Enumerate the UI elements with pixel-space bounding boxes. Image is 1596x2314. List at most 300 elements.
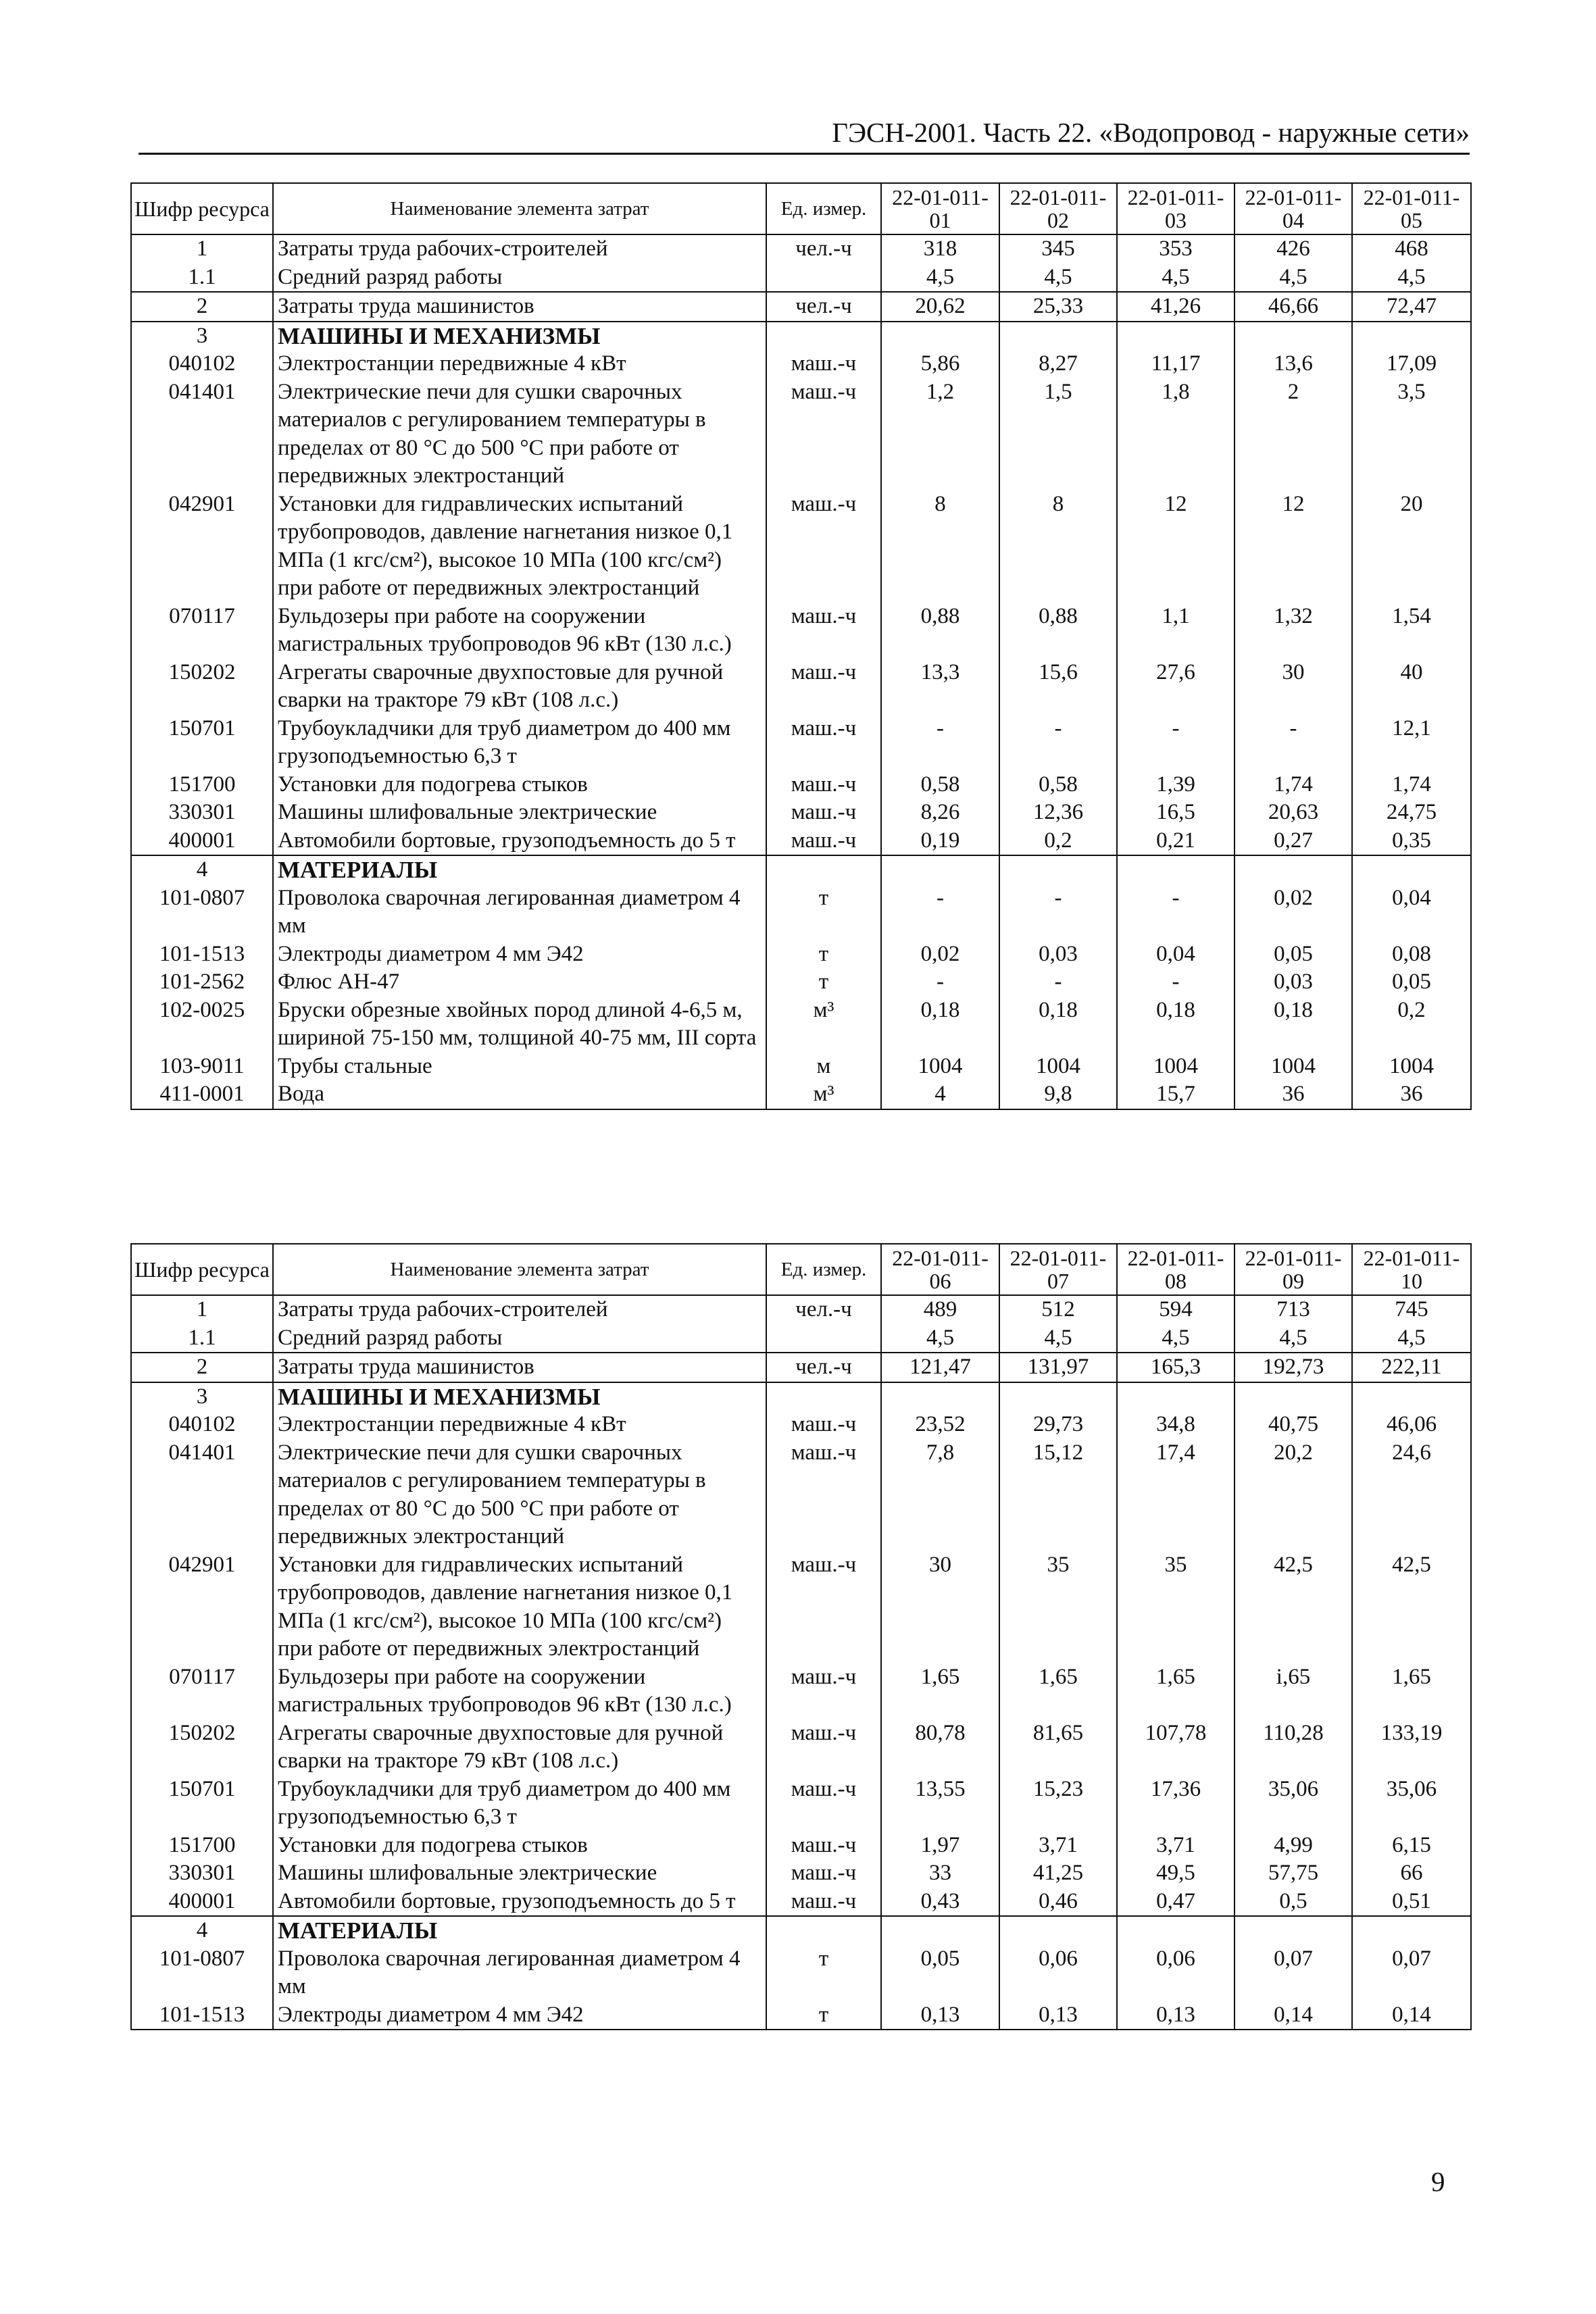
resource-code-cell: 103-9011 (131, 1053, 273, 1081)
table-row (131, 378, 1471, 491)
value-cell: 0,88 (881, 603, 999, 659)
value-cell (999, 1382, 1117, 1411)
table-row (131, 1324, 1471, 1353)
table-row (131, 1295, 1471, 1324)
value-cell: 72,47 (1352, 292, 1471, 322)
table-row (131, 799, 1471, 827)
value-cell: 5,86 (881, 350, 999, 378)
cost-element-name-cell: Флюс АН-47 (273, 968, 766, 997)
value-cell (1117, 855, 1235, 884)
cost-element-name-cell: Затраты труда рабочих-строителей (273, 1295, 766, 1324)
table-row (131, 1551, 1471, 1663)
value-cell: - (999, 968, 1117, 997)
value-cell: 0,06 (999, 1945, 1117, 2001)
table-row (131, 940, 1471, 969)
resource-code-cell: 070117 (131, 603, 273, 659)
value-cell (881, 322, 999, 351)
value-cell (1352, 1916, 1471, 1945)
resource-code-cell: 042901 (131, 491, 273, 603)
header-norm-code: 22-01-011-10 (1352, 1244, 1471, 1295)
value-cell: 4,5 (1352, 1324, 1471, 1353)
value-cell: 27,6 (1117, 659, 1235, 715)
value-cell: 42,5 (1235, 1551, 1352, 1663)
value-cell: 12 (1117, 491, 1235, 603)
value-cell: 131,97 (999, 1353, 1117, 1382)
cost-element-name-cell: Агрегаты сварочные двухпостовые для ручной сварки на тракторе 79 кВт (108 л.с.) (273, 1719, 766, 1776)
resource-code-cell: 2 (131, 292, 273, 322)
value-cell: 713 (1235, 1295, 1352, 1324)
header-norm-code: 22-01-011-07 (999, 1244, 1117, 1295)
value-cell: 13,6 (1235, 350, 1352, 378)
value-cell (999, 855, 1117, 884)
value-cell: 0,08 (1352, 940, 1471, 969)
value-cell: 0,35 (1352, 827, 1471, 856)
value-cell: 0,18 (1235, 997, 1352, 1053)
value-cell: 0,06 (1117, 1945, 1235, 2001)
resource-code-cell: 151700 (131, 1832, 273, 1860)
cost-element-name-cell: Электроды диаметром 4 мм Э42 (273, 2001, 766, 2030)
cost-element-name-cell: Затраты труда машинистов (273, 1353, 766, 1382)
value-cell: 6,15 (1352, 1832, 1471, 1860)
value-cell (1235, 855, 1352, 884)
value-cell: 0,02 (881, 940, 999, 969)
value-cell: 24,75 (1352, 799, 1471, 827)
value-cell: 0,43 (881, 1888, 999, 1917)
resource-code-cell: 330301 (131, 1859, 273, 1888)
value-cell: - (1117, 715, 1235, 771)
resource-code-cell: 102-0025 (131, 997, 273, 1053)
value-cell (1117, 1916, 1235, 1945)
cost-element-name-cell: Машины шлифовальные электрические (273, 1859, 766, 1888)
section-row (131, 1382, 1471, 1411)
value-cell: 35 (1117, 1551, 1235, 1663)
value-cell: 15,23 (999, 1776, 1117, 1832)
cost-element-name-cell: Электростанции передвижные 4 кВт (273, 350, 766, 378)
resource-code-cell: 041401 (131, 1439, 273, 1551)
unit-cell: маш.-ч (766, 771, 881, 799)
value-cell: 4,5 (1352, 263, 1471, 293)
value-cell (1235, 322, 1352, 351)
resource-code-cell: 2 (131, 1353, 273, 1382)
header-norm-code: 22-01-011-06 (881, 1244, 999, 1295)
value-cell: 4,5 (1235, 1324, 1352, 1353)
resource-code-cell: 101-1513 (131, 940, 273, 969)
value-cell: - (1235, 715, 1352, 771)
value-cell: 41,25 (999, 1859, 1117, 1888)
value-cell: 0,07 (1352, 1945, 1471, 2001)
value-cell: 25,33 (999, 292, 1117, 322)
table-row (131, 997, 1471, 1053)
value-cell: 20 (1352, 491, 1471, 603)
unit-cell: маш.-ч (766, 715, 881, 771)
resource-code-cell: 041401 (131, 378, 273, 491)
unit-cell: чел.-ч (766, 1295, 881, 1324)
value-cell: 4,5 (1235, 263, 1352, 293)
value-cell: 0,13 (881, 2001, 999, 2030)
value-cell: 1,39 (1117, 771, 1235, 799)
unit-cell: маш.-ч (766, 827, 881, 856)
value-cell: 66 (1352, 1859, 1471, 1888)
value-cell: 33 (881, 1859, 999, 1888)
value-cell: 40,75 (1235, 1411, 1352, 1439)
value-cell: 8 (999, 491, 1117, 603)
value-cell: 0,51 (1352, 1888, 1471, 1917)
value-cell (1352, 1382, 1471, 1411)
unit-cell: маш.-ч (766, 1776, 881, 1832)
cost-element-name-cell: Электрические печи для сушки сварочных материалов с регулированием температуры в пределах от 80 °С до 500 °С при работе от передвижных электростанций (273, 378, 766, 491)
value-cell: 1,97 (881, 1832, 999, 1860)
unit-cell: маш.-ч (766, 1719, 881, 1776)
value-cell: i,65 (1235, 1663, 1352, 1719)
value-cell: 46,66 (1235, 292, 1352, 322)
value-cell (1117, 322, 1235, 351)
table-header-row (131, 1244, 1471, 1295)
value-cell: 0,13 (1117, 2001, 1235, 2030)
unit-cell: маш.-ч (766, 1411, 881, 1439)
value-cell: 0,04 (1117, 940, 1235, 969)
cost-element-name-cell: МАШИНЫ И МЕХАНИЗМЫ (273, 322, 766, 351)
table-row (131, 968, 1471, 997)
value-cell: 13,55 (881, 1776, 999, 1832)
unit-cell: т (766, 2001, 881, 2030)
norms-table-1 (130, 182, 1472, 1110)
value-cell: 1004 (1235, 1053, 1352, 1081)
resource-code-cell: 101-0807 (131, 884, 273, 940)
value-cell: 1004 (999, 1053, 1117, 1081)
value-cell: 107,78 (1117, 1719, 1235, 1776)
value-cell: 0,07 (1235, 1945, 1352, 2001)
header-unit: Ед. измер. (766, 1244, 881, 1295)
value-cell: 4,99 (1235, 1832, 1352, 1860)
cost-element-name-cell: МАТЕРИАЛЫ (273, 855, 766, 884)
value-cell: 17,09 (1352, 350, 1471, 378)
value-cell: - (881, 715, 999, 771)
cost-element-name-cell: Установки для подогрева стыков (273, 771, 766, 799)
unit-cell: маш.-ч (766, 1888, 881, 1917)
value-cell: 1,54 (1352, 603, 1471, 659)
value-cell: 15,12 (999, 1439, 1117, 1551)
unit-cell: м³ (766, 1080, 881, 1109)
page-header (139, 114, 1470, 155)
resource-code-cell: 3 (131, 1382, 273, 1411)
value-cell: 3,5 (1352, 378, 1471, 491)
cost-element-name-cell: Бульдозеры при работе на сооружении магистральных трубопроводов 96 кВт (130 л.с.) (273, 603, 766, 659)
table-body (131, 234, 1471, 1109)
value-cell: 0,05 (881, 1945, 999, 2001)
value-cell: 1,32 (1235, 603, 1352, 659)
value-cell: 0,03 (1235, 968, 1352, 997)
value-cell: 13,3 (881, 659, 999, 715)
value-cell: 0,21 (1117, 827, 1235, 856)
value-cell: 46,06 (1352, 1411, 1471, 1439)
value-cell (881, 1382, 999, 1411)
cost-element-name-cell: Автомобили бортовые, грузоподъемность до 5 т (273, 827, 766, 856)
value-cell: 23,52 (881, 1411, 999, 1439)
cost-element-name-cell: Затраты труда машинистов (273, 292, 766, 322)
value-cell: 468 (1352, 234, 1471, 263)
header-norm-code: 22-01-011-01 (881, 183, 999, 234)
value-cell: 4,5 (999, 1324, 1117, 1353)
unit-cell: маш.-ч (766, 350, 881, 378)
value-cell (1117, 1382, 1235, 1411)
cost-element-name-cell: Установки для гидравлических испытаний трубопроводов, давление нагнетания низкое 0,1 МПа (1 кгс/см²), высокое 10 МПа (100 кгс/см²) при работе от передвижных электростанций (273, 1551, 766, 1663)
cost-element-name-cell: Затраты труда рабочих-строителей (273, 234, 766, 263)
value-cell: 20,63 (1235, 799, 1352, 827)
table-row (131, 1439, 1471, 1551)
value-cell: 353 (1117, 234, 1235, 263)
value-cell: 12 (1235, 491, 1352, 603)
value-cell: 1,1 (1117, 603, 1235, 659)
value-cell: 0,18 (881, 997, 999, 1053)
value-cell: 29,73 (999, 1411, 1117, 1439)
resource-code-cell: 042901 (131, 1551, 273, 1663)
section-row (131, 855, 1471, 884)
table-row (131, 1859, 1471, 1888)
value-cell: 12,1 (1352, 715, 1471, 771)
table-row (131, 659, 1471, 715)
table-row (131, 1353, 1471, 1382)
unit-cell: маш.-ч (766, 1663, 881, 1719)
value-cell: 57,75 (1235, 1859, 1352, 1888)
unit-cell: м (766, 1053, 881, 1081)
resource-code-cell: 040102 (131, 350, 273, 378)
unit-cell: чел.-ч (766, 1353, 881, 1382)
table-row (131, 1663, 1471, 1719)
resource-code-cell: 150701 (131, 1776, 273, 1832)
table-row (131, 234, 1471, 263)
unit-cell: маш.-ч (766, 1439, 881, 1551)
unit-cell (766, 1324, 881, 1353)
table-row (131, 263, 1471, 293)
value-cell: 133,19 (1352, 1719, 1471, 1776)
cost-element-name-cell: Трубоукладчики для труб диаметром до 400 мм грузоподъемностью 6,3 т (273, 715, 766, 771)
cost-element-name-cell: МАТЕРИАЛЫ (273, 1916, 766, 1945)
table-row (131, 1776, 1471, 1832)
cost-element-name-cell: Бруски обрезные хвойных пород длиной 4-6,5 м, шириной 75-150 мм, толщиной 40-75 мм, III сорта (273, 997, 766, 1053)
unit-cell: маш.-ч (766, 603, 881, 659)
value-cell: 8,26 (881, 799, 999, 827)
value-cell: 80,78 (881, 1719, 999, 1776)
value-cell: 0,88 (999, 603, 1117, 659)
resource-code-cell: 150202 (131, 659, 273, 715)
value-cell (999, 322, 1117, 351)
value-cell: 4,5 (999, 263, 1117, 293)
value-cell: 2 (1235, 378, 1352, 491)
value-cell: 20,2 (1235, 1439, 1352, 1551)
value-cell: 20,62 (881, 292, 999, 322)
unit-cell: маш.-ч (766, 378, 881, 491)
resource-code-cell: 1 (131, 1295, 273, 1324)
value-cell (999, 1916, 1117, 1945)
value-cell: 1,65 (881, 1663, 999, 1719)
header-name: Наименование элемента затрат (273, 1244, 766, 1295)
value-cell: 0,14 (1235, 2001, 1352, 2030)
value-cell: 36 (1352, 1080, 1471, 1109)
table-header-row (131, 183, 1471, 234)
value-cell: 30 (881, 1551, 999, 1663)
value-cell (1352, 322, 1471, 351)
value-cell: 4 (881, 1080, 999, 1109)
cost-element-name-cell: Средний разряд работы (273, 1324, 766, 1353)
value-cell: 0,58 (881, 771, 999, 799)
resource-code-cell: 1 (131, 234, 273, 263)
header-norm-code: 22-01-011-09 (1235, 1244, 1352, 1295)
header-code: Шифр ресурса (131, 1244, 273, 1295)
value-cell: 41,26 (1117, 292, 1235, 322)
table-row (131, 491, 1471, 603)
value-cell: 0,05 (1235, 940, 1352, 969)
value-cell: 35,06 (1235, 1776, 1352, 1832)
value-cell: 0,05 (1352, 968, 1471, 997)
resource-code-cell: 4 (131, 1916, 273, 1945)
value-cell (881, 855, 999, 884)
value-cell: 0,02 (1235, 884, 1352, 940)
cost-element-name-cell: Электростанции передвижные 4 кВт (273, 1411, 766, 1439)
table-row (131, 2001, 1471, 2030)
value-cell: 35 (999, 1551, 1117, 1663)
unit-cell (766, 1382, 881, 1411)
table-row (131, 884, 1471, 940)
table-row (131, 1832, 1471, 1860)
unit-cell (766, 855, 881, 884)
value-cell: 0,47 (1117, 1888, 1235, 1917)
value-cell: 15,6 (999, 659, 1117, 715)
value-cell: 0,5 (1235, 1888, 1352, 1917)
value-cell: 30 (1235, 659, 1352, 715)
value-cell: 1,65 (999, 1663, 1117, 1719)
value-cell: 489 (881, 1295, 999, 1324)
unit-cell: т (766, 940, 881, 969)
unit-cell: чел.-ч (766, 292, 881, 322)
resource-code-cell: 101-0807 (131, 1945, 273, 2001)
value-cell: 7,8 (881, 1439, 999, 1551)
resource-code-cell: 4 (131, 855, 273, 884)
value-cell: 12,36 (999, 799, 1117, 827)
value-cell: 222,11 (1352, 1353, 1471, 1382)
value-cell: 16,5 (1117, 799, 1235, 827)
value-cell (1235, 1916, 1352, 1945)
resource-code-cell: 040102 (131, 1411, 273, 1439)
resource-code-cell: 150701 (131, 715, 273, 771)
value-cell: 345 (999, 234, 1117, 263)
page-number: 9 (1431, 2166, 1445, 2197)
unit-cell: маш.-ч (766, 659, 881, 715)
value-cell: 318 (881, 234, 999, 263)
value-cell: 0,13 (999, 2001, 1117, 2030)
value-cell: 15,7 (1117, 1080, 1235, 1109)
header-unit: Ед. измер. (766, 183, 881, 234)
value-cell: 9,8 (999, 1080, 1117, 1109)
resource-code-cell: 330301 (131, 799, 273, 827)
value-cell: 42,5 (1352, 1551, 1471, 1663)
unit-cell: т (766, 884, 881, 940)
section-row (131, 322, 1471, 351)
table-row (131, 350, 1471, 378)
table-row (131, 1719, 1471, 1776)
value-cell: 3,71 (1117, 1832, 1235, 1860)
value-cell: - (999, 884, 1117, 940)
header-code: Шифр ресурса (131, 183, 273, 234)
unit-cell: маш.-ч (766, 1859, 881, 1888)
value-cell: 1,65 (1352, 1663, 1471, 1719)
table-row (131, 603, 1471, 659)
header-norm-code: 22-01-011-04 (1235, 183, 1352, 234)
cost-element-name-cell: Электроды диаметром 4 мм Э42 (273, 940, 766, 969)
resource-code-cell: 101-1513 (131, 2001, 273, 2030)
cost-element-name-cell: Установки для подогрева стыков (273, 1832, 766, 1860)
value-cell: 4,5 (881, 263, 999, 293)
value-cell: 35,06 (1352, 1776, 1471, 1832)
unit-cell (766, 322, 881, 351)
cost-element-name-cell: Средний разряд работы (273, 263, 766, 293)
value-cell: 0,46 (999, 1888, 1117, 1917)
value-cell: 1004 (1352, 1053, 1471, 1081)
value-cell: 34,8 (1117, 1411, 1235, 1439)
cost-element-name-cell: Автомобили бортовые, грузоподъемность до 5 т (273, 1888, 766, 1917)
value-cell: - (881, 968, 999, 997)
value-cell: 4,5 (1117, 1324, 1235, 1353)
cost-element-name-cell: Проволока сварочная легированная диаметром 4 мм (273, 1945, 766, 2001)
value-cell: 17,4 (1117, 1439, 1235, 1551)
section-row (131, 1916, 1471, 1945)
table-row (131, 1945, 1471, 2001)
unit-cell: чел.-ч (766, 234, 881, 263)
table-body (131, 1295, 1471, 2030)
value-cell: 512 (999, 1295, 1117, 1324)
value-cell: - (1117, 884, 1235, 940)
resource-code-cell: 1.1 (131, 263, 273, 293)
cost-element-name-cell: Бульдозеры при работе на сооружении магистральных трубопроводов 96 кВт (130 л.с.) (273, 1663, 766, 1719)
resource-code-cell: 070117 (131, 1663, 273, 1719)
cost-element-name-cell: Проволока сварочная легированная диаметром 4 мм (273, 884, 766, 940)
cost-element-name-cell: Агрегаты сварочные двухпостовые для ручной сварки на тракторе 79 кВт (108 л.с.) (273, 659, 766, 715)
table-row (131, 1888, 1471, 1917)
value-cell: 8 (881, 491, 999, 603)
resource-code-cell: 151700 (131, 771, 273, 799)
table-row (131, 827, 1471, 856)
value-cell: - (1117, 968, 1235, 997)
value-cell: 0,58 (999, 771, 1117, 799)
unit-cell: т (766, 1945, 881, 2001)
norms-table-2 (130, 1243, 1472, 2030)
value-cell: 1,74 (1235, 771, 1352, 799)
value-cell: 745 (1352, 1295, 1471, 1324)
value-cell: - (999, 715, 1117, 771)
unit-cell: маш.-ч (766, 491, 881, 603)
value-cell: 0,2 (999, 827, 1117, 856)
table-row (131, 1411, 1471, 1439)
value-cell: 0,18 (999, 997, 1117, 1053)
value-cell: 3,71 (999, 1832, 1117, 1860)
cost-element-name-cell: Трубы стальные (273, 1053, 766, 1081)
value-cell: 426 (1235, 234, 1352, 263)
header-norm-code: 22-01-011-02 (999, 183, 1117, 234)
value-cell: 81,65 (999, 1719, 1117, 1776)
value-cell (1352, 855, 1471, 884)
value-cell: 594 (1117, 1295, 1235, 1324)
value-cell: 192,73 (1235, 1353, 1352, 1382)
value-cell: 49,5 (1117, 1859, 1235, 1888)
unit-cell: маш.-ч (766, 799, 881, 827)
value-cell: 11,17 (1117, 350, 1235, 378)
resource-code-cell: 150202 (131, 1719, 273, 1776)
table-row (131, 292, 1471, 322)
resource-code-cell: 400001 (131, 827, 273, 856)
value-cell: 0,14 (1352, 2001, 1471, 2030)
value-cell: 1,8 (1117, 378, 1235, 491)
value-cell: 1004 (881, 1053, 999, 1081)
unit-cell: м³ (766, 997, 881, 1053)
